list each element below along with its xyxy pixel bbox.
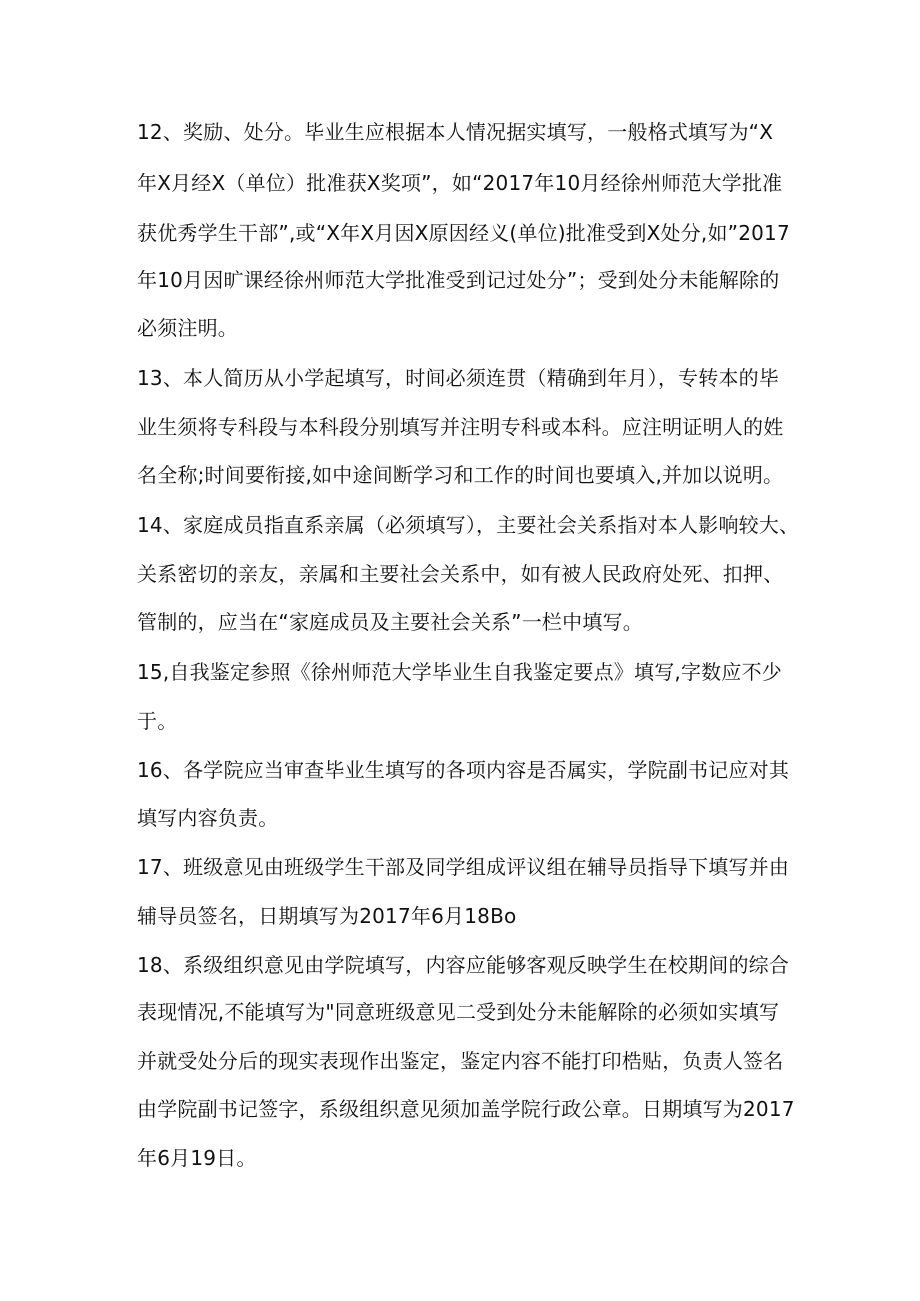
text-line: 17、班级意见由班级学生干部及同学组成评议组在辅导员指导下填写并由 xyxy=(137,855,790,879)
text-line: 14、家庭成员指直系亲属（必须填写），主要社会关系指对本人影响较大、 xyxy=(137,513,800,537)
text-line: 年6月19日。 xyxy=(137,1146,257,1170)
text-line: 必须注明。 xyxy=(137,316,238,340)
text-line: 关系密切的亲友，亲属和主要社会关系中，如有被人民政府处死、扣押、 xyxy=(137,562,784,586)
text-line: 12、奖励、处分。毕业生应根据本人情况据实填写，一般格式填写为“X xyxy=(137,120,774,144)
text-line: 年10月因旷课经徐州师范大学批准受到记过处分”；受到处分未能解除的 xyxy=(137,268,780,292)
text-line: 获优秀学生干部”,或“X年X月因X原因经义(单位)批准受到X处分,如”2017 xyxy=(137,221,790,245)
text-line: 名全称;时间要衔接,如中途间断学习和工作的时间也要填入,并加以说明。 xyxy=(137,463,784,487)
text-line: 业生须将专科段与本科段分别填写并注明专科或本科。应注明证明人的姓 xyxy=(137,415,784,439)
text-line: 年X月经X（单位）批准获X奖项”，如“2017年10月经徐州师范大学批准 xyxy=(137,171,783,195)
text-line: 15,自我鉴定参照《徐州师范大学毕业生自我鉴定要点》填写,字数应不少 xyxy=(137,660,782,684)
text-line: 填写内容负责。 xyxy=(137,806,279,830)
text-line: 管制的，应当在“家庭成员及主要社会关系”一栏中填写。 xyxy=(137,610,643,634)
text-line: 由学院副书记签字，系级组织意见须加盖学院行政公章。日期填写为2017 xyxy=(137,1097,795,1121)
text-line: 并就受处分后的现实表现作出鉴定，鉴定内容不能打印梏贴，负责人签名 xyxy=(137,1049,784,1073)
text-line: 13、本人简历从小学起填写，时间必须连贯（精确到年月），专转本的毕 xyxy=(137,366,780,390)
text-line: 18、系级组织意见由学院填写，内容应能够客观反映学生在校期间的综合 xyxy=(137,953,790,977)
text-line: 于。 xyxy=(137,709,178,733)
text-line: 辅导员签名，日期填写为2017年6月18Bo xyxy=(137,904,517,928)
text-line: 16、各学院应当审查毕业生填写的各项内容是否属实，学院副书记应对其 xyxy=(137,758,790,782)
text-line: 表现情况,不能填写为"同意班级意见二受到处分未能解除的必须如实填写 xyxy=(137,1000,780,1024)
